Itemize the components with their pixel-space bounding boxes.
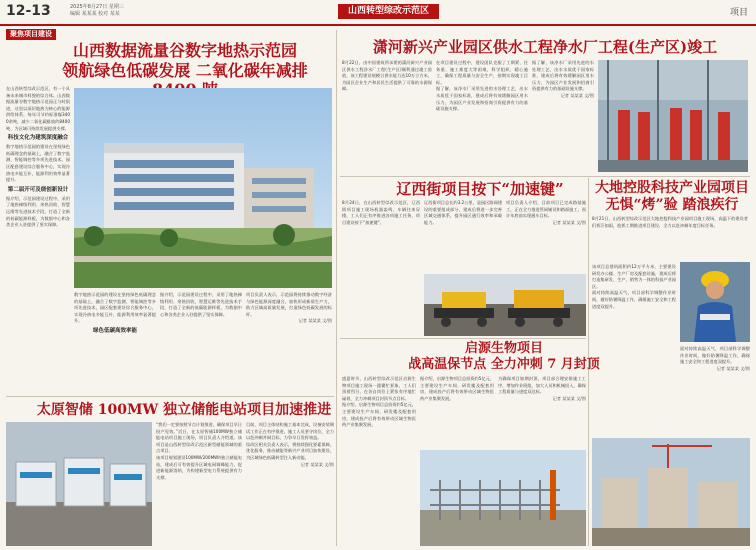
article6-title: 太原智储 100MW 独立储能电站项目加速推进 (36, 402, 332, 418)
divider-article5 (340, 338, 586, 339)
article1-body-c2: 据介绍，示范园建设过程中，采用了地热梯级利用、余热回收、智慧运维等先进技术手段，打造了全新的低碳能源样板，为数据中心和各类企业入驻提供了坚实保障。 (160, 292, 242, 317)
article3-column-2 (424, 200, 502, 270)
article4-body-a: 8月21日，山西转型综改示范区大地控股科技产业园项目施工现场，高温下的建设者们挥汗如雨，抢抓工期推进项目建设，全力以赴冲刺年度目标任务。 (592, 216, 748, 228)
article1-body-b: 数字地热示范园的建设在坚持绿色低碳理念的基础上，融合了数字监测、智能调控等多项先进技术，园区配套建设综合服务中心，实现冷热电多能互补，能源利用效率显著提升。 (6, 144, 70, 183)
article6-photo (6, 422, 152, 546)
header-meta (70, 4, 124, 18)
divider-article2 (340, 176, 750, 177)
article4-column-3 (680, 346, 750, 434)
article2-column-2 (436, 60, 528, 172)
article1-body-b2: 数字地热示范园的建设在坚持绿色低碳理念的基础上，融合了数字监测、智能调控等多项先进技术，园区配套建设综合服务中心，实现冷热电多能互补，能源利用效率显著提升。 (74, 292, 156, 324)
article6-column-1 (156, 422, 242, 546)
article2-body-a: 8月22日，由中国建筑所承建的潇河新兴产业园区供水工程净水厂工程(生产区)顺利通过竣工验收，该工程建设规模日供水能力达10万立方米，为园区企业生产和居民生活提供了可靠的水源保障。 (342, 60, 432, 92)
article1-body-a: 在山西转型综改示范区，有一个具备未来城市样貌的综合体。山西数据流量谷数字地热示范园正与时俱进，这里以深层地热为核心的能源供给体系，每年可节约标准煤3400余吨，减少二氧化碳排放约8400吨，为区域可持续发展提供支撑。 (6, 86, 70, 131)
section-right-label: 项目 (729, 8, 748, 18)
article1-photo (74, 88, 332, 288)
article2-body-c: 据了解，该净水厂采用先进的水处理工艺，出水水质优于国家标准，建成后将有效缓解园区用水压力，为园区产业发展和招商引资提供有力的基础设施支撑。 (436, 86, 528, 112)
article2-title: 潇河新兴产业园区供水工程净水厂工程(生产区)竣工 (372, 38, 718, 56)
header-date: 2025年8月27日 星期三 (70, 4, 124, 10)
article2-body-c2: 据了解，该净水厂采用先进的水处理工艺，出水水质优于国家标准，建成后将有效缓解园区用水压力，为园区产业发展和招商引资提供有力的基础设施支撑。 (532, 60, 594, 92)
article1-title-line2: 领航绿色低碳发展 二氧化碳年减排 (62, 61, 308, 80)
article1-byline: 记者 某某某 文/图 (298, 318, 332, 324)
article1-column-3 (160, 292, 242, 392)
page-number: 12-13 (6, 3, 51, 19)
article3-body-a: 8月24日，在山西转型综改示范区，辽西街项目施工现场机器轰鸣、车辆往来穿梭，工人们正有序推进各项施工任务，项目建设按下“加速键”。 (342, 200, 420, 225)
article1-body-d: 项目负责人表示，示范园将持续推动数字经济与绿色能源深度融合，加快形成新质生产力，助力区域高质量发展，打造绿色低碳发展的标杆。 (246, 292, 332, 317)
article4-body-c2: 面对持续高温天气，项目部科学调整作业时间，做好防暑降温工作，确保施工安全和工程进度双提升。 (680, 346, 750, 365)
article5-photo (420, 450, 586, 546)
article5-body-a: 盛夏时节，山西转型综改示范区启源生物项目施工现场一派繁忙景象，工人们顶着烈日，在各自岗位上紧张有序地忙碌着，全力冲刺项目封顶节点目标。 (342, 376, 416, 401)
section-tag: 山西转型综改示范区 (338, 4, 439, 19)
article3-column-1 (342, 200, 420, 332)
article2-byline: 记者 某某某 文/图 (560, 92, 594, 98)
article5-column-2 (420, 376, 494, 446)
page-header (0, 0, 756, 26)
article3-byline: 记者 某某某 文/图 (552, 219, 586, 225)
article4-byline: 记者 某某某 文/图 (716, 365, 750, 371)
article1-kicker: 聚焦项目建设 (6, 29, 56, 40)
article4-title-line2: 无惧“烤”验 踏浪疾行 (605, 197, 739, 213)
article4-photo-site (592, 438, 750, 546)
article5-body-c: 为确保项目如期封顶，项目部合理安排施工工序，增加作业班组，加大人员和机械投入，确保工程质量与进度双达标。 (498, 376, 586, 395)
article5-column-3 (498, 376, 586, 446)
article1-column-4 (246, 292, 332, 392)
article3-body-c: 项目负责人介绍，目前项目已完成路基施工，正在全力推进管网铺设和路面施工，预计年底前实现通车目标。 (506, 200, 586, 219)
article5-title-line2: 战高温保节点 全力冲刺 7 月封顶 (408, 357, 600, 372)
article4-column-2 (592, 264, 676, 434)
article2-column-3 (532, 60, 594, 172)
article1-title-line1: 山西数据流量谷数字地热示范园 (72, 41, 297, 60)
article3-photo (424, 274, 586, 336)
article5-body-b2: 据介绍，启源生物项目总投资约5亿元，主要建设生产车间、研发楼及配套用房，建成投产后将有效带动区域生物医药产业集聚发展。 (420, 376, 494, 401)
article5-body-b: 据介绍，启源生物项目总投资约5亿元，主要建设生产车间、研发楼及配套用房，建成投产后将有效带动区域生物医药产业集聚发展。 (342, 402, 416, 428)
article5-title-line1: 启源生物项目 (464, 341, 543, 356)
article2-body-b: 在项目建设过程中，建设团队克服了工期紧、任务重、施工难度大等困难，科学组织、精心施工，确保工程质量与安全生产，按期实现竣工目标。 (436, 60, 528, 85)
article4-column-1 (592, 216, 748, 262)
article3-body-b: 辽西街项目总长约3.2公里，是园区路网建设的重要组成部分，建成后将进一步完善区域交通体系，提升园区通行效率和承载能力。 (424, 200, 502, 225)
article1-column-1 (6, 86, 70, 386)
article1-subhead-1: 科技文化为建筑深度融合 (7, 135, 69, 142)
divider-main (336, 30, 337, 546)
article4-body-b: 该项目总建筑面积约12万平方米，主要建设研发办公楼、生产厂房及配套设施，建成后将打造集研发、生产、销售为一体的科技产业园区。 (592, 264, 676, 289)
article3-title: 辽西街项目按下“加速键” (396, 180, 564, 198)
article6-body-d: 综改区相关负责人表示，将持续强化要素保障，优化服务，推动储能等新兴产业项目加快建设，为区域绿色低碳转型注入新动能。 (246, 441, 334, 460)
article6-body-a: “我们一定要按照节点计划推进，确保项目早日投产见效。”近日，在太原智储100MW独立储能电站项目施工现场，项目负责人介绍道。该项目是山西转型综改示范区新型储能领域的重点项目。 (156, 422, 242, 454)
article6-column-2 (246, 422, 334, 546)
article4-photo-worker (680, 262, 750, 342)
article3-column-3 (506, 200, 586, 270)
article6-byline: 记者 某某某 文/图 (300, 461, 334, 467)
article4-body-c: 面对持续高温天气，项目部科学调整作业时间，做好防暑降温工作，确保施工安全和工程进度双提升。 (592, 290, 676, 309)
header-editor: 编辑 某某某 校对 某某 (70, 11, 120, 17)
article5-byline: 记者 某某某 文/图 (552, 395, 586, 401)
article1-subhead-2: 第二届开可及绕创新设计 (7, 186, 69, 193)
article2-column-1 (342, 60, 432, 172)
article1-subhead-3: 绿色低碳高效率能 (92, 327, 137, 334)
article2-photo (598, 60, 748, 172)
divider-left (6, 396, 334, 397)
article1-body-c: 据介绍，示范园建设过程中，采用了地热梯级利用、余热回收、智慧运维等先进技术手段，打造了全新的低碳能源样板，为数据中心和各类企业入驻提供了坚实保障。 (6, 195, 70, 228)
article6-body-b: 该项目规划建设100MW/200MWh独立储能电站，建成后可有效提升区域电网调峰能力，促进新能源消纳，为构建新型电力系统提供有力支撑。 (156, 454, 242, 480)
article4-title-line1: 大地控股科技产业园项目 (595, 180, 749, 196)
article1-column-2 (74, 292, 156, 392)
article6-body-c: 目前，项目主体结构施工基本完成，设备安装调试工作正在有序推进，施工人员坚守岗位，全力以赴冲刺并网目标，力争早日发挥效益。 (246, 422, 334, 441)
